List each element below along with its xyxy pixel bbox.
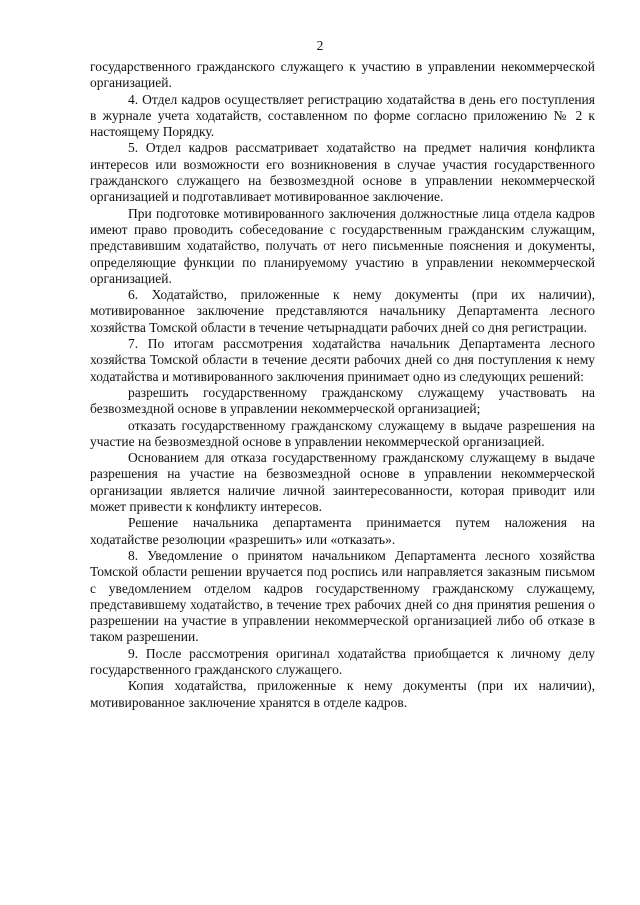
- paragraph-interview-right: При подготовке мотивированного заключения должностные лица отдела кадров имеют право проводить собеседование с государственным гражданским служащим, представившим ходатайство, получать от него письменные пояснения и документы, определяющие функции по планируемому участию в управлении некоммерческой организацией.: [90, 205, 595, 286]
- paragraph-item-8: 8. Уведомление о принятом начальником Департамента лесного хозяйства Томской области решении вручается под роспись или направляется заказным письмом с уведомлением отделом кадров государственному гражданскому служащему, представившему ходатайство, в течение трех рабочих дней со дня принятия решения о разрешении на участие в управлении некоммерческой организацией либо об отказе в таком разрешении.: [90, 547, 595, 645]
- paragraph-copy-storage: Копия ходатайства, приложенные к нему документы (при их наличии), мотивированное заключение хранятся в отделе кадров.: [90, 678, 595, 710]
- paragraph-refusal-grounds: Основанием для отказа государственному гражданскому служащему в выдаче разрешения на участие на безвозмездной основе в управлении некоммерческой организации является наличие личной заинтересованности, которая приводит или может привести к конфликту интересов.: [90, 450, 595, 515]
- paragraph-item-9: 9. После рассмотрения оригинал ходатайства приобщается к личному делу государственного гражданского служащего.: [90, 645, 595, 677]
- paragraph-decision-refuse: отказать государственному гражданскому служащему в выдаче разрешения на участие на безвозмездной основе в управлении некоммерческой организацией.: [90, 417, 595, 449]
- paragraph-item-5: 5. Отдел кадров рассматривает ходатайство на предмет наличия конфликта интересов или возможности его возникновения в случае участия государственного гражданского служащего на безвозмездной основе в управлении некоммерческой организацией и подготавливает мотивированное заключение.: [90, 140, 595, 205]
- paragraph-continuation: государственного гражданского служащего к участию в управлении некоммерческой организацией.: [90, 59, 595, 91]
- paragraph-decision-allow: разрешить государственному гражданскому служащему участвовать на безвозмездной основе в управлении некоммерческой организацией;: [90, 384, 595, 417]
- paragraph-resolution: Решение начальника департамента принимается путем наложения на ходатайстве резолюции «разрешить» или «отказать».: [90, 515, 595, 547]
- paragraph-item-6: 6. Ходатайство, приложенные к нему документы (при их наличии), мотивированное заключение представляются начальнику Департамента лесного хозяйства Томской области в течение четырнадцати рабочих дней со дня регистрации.: [90, 287, 595, 335]
- paragraph-item-7: 7. По итогам рассмотрения ходатайства начальник Департамента лесного хозяйства Томской области в течение десяти рабочих дней со дня поступления к нему ходатайства и мотивированного заключения принимает одно из следующих решений:: [90, 336, 595, 384]
- page-number: 2: [316, 38, 324, 53]
- paragraph-item-4: 4. Отдел кадров осуществляет регистрацию ходатайства в день его поступления в журнале учета ходатайств, составленном по форме согласно приложению № 2 к настоящему Порядку.: [90, 91, 595, 140]
- document-body: [90, 59, 595, 711]
